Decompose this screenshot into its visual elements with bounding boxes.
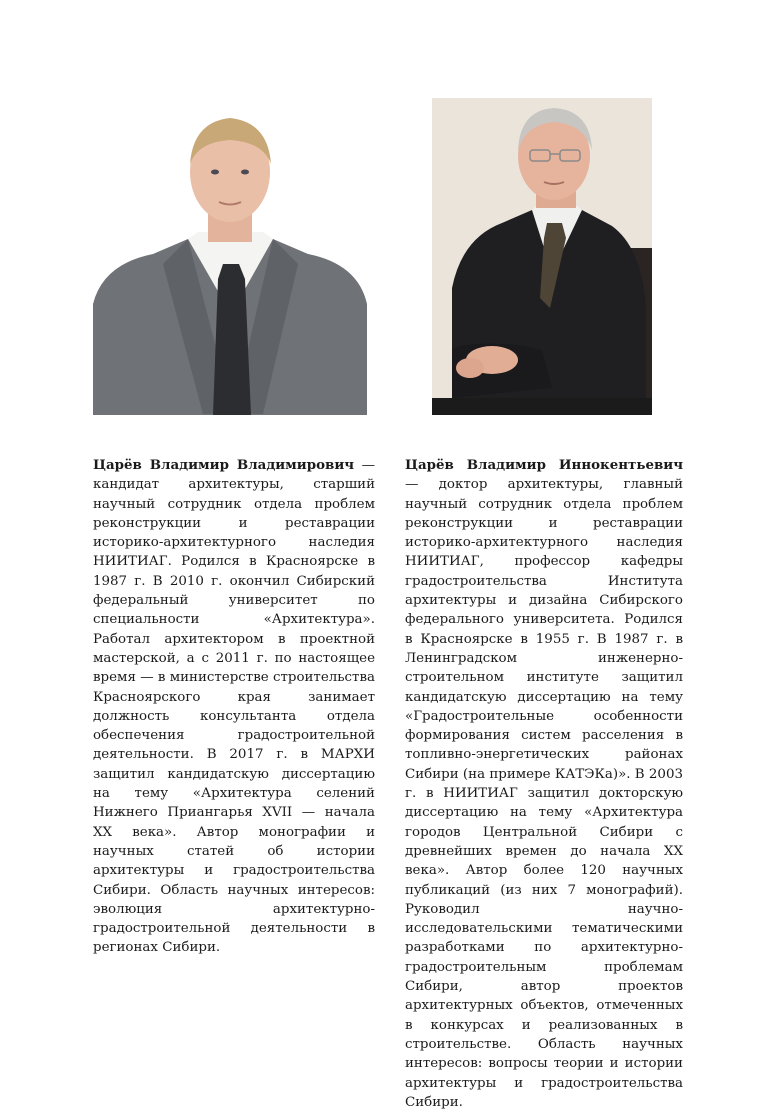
portrait-photo-left — [93, 114, 367, 415]
portrait-young-man-grey-suit-icon — [93, 114, 367, 415]
biography-text: — кандидат архитектуры, старший научный сотрудник отдела проблем реконструкции и реставрации историко-архитектурного наследия НИИТИАГ. Родился в Красноярске в 1987 г. В 2010 г. окончил Сибирский федеральный университет по специальности «Архитектура». Работал архитектором в проектной мастерской, а с 2011 г. по настоящее время — в министерстве строительства Красноярского края занимает должность консультанта отдела обеспечения градостроительной деятельности. В 2017 г. в МАРХИ защитил кандидатскую диссертацию на тему «Архитектура селений Нижнего Приангарья XVII — начала XX века». Автор монографии и научных статей об истории архитектуры и градостроительства Сибири. Область научных интересов: эволюция архитектурно-градостроительной деятельности в регионах Сибири. — [93, 458, 375, 956]
portrait-photo-right — [432, 98, 652, 415]
biography-right — [405, 456, 683, 1112]
person-name: Царёв Владимир Иннокентьевич — [405, 457, 683, 473]
biography-text: — доктор архитектуры, главный научный сотрудник отдела проблем реконструкции и реставрации историко-архитектурного наследия НИИТИАГ, профессор кафедры градостроительства Института архитектуры и дизайна Сибирского федерального университета. Родился в Красноярске в 1955 г. В 1987 г. в Ленинградском инженерно-строительном институте защитил кандидатскую диссертацию на тему «Градостроительные особенности формирования систем расселения в топливно-энергетических районах Сибири (на примере КАТЭКа)». В 2003 г. в НИИТИАГ защитил докторскую диссертацию на тему «Архитектура городов Центральной Сибири с древнейших времен до начала XX века». Автор более 120 научных публикаций (из них 7 монографий). Руководил научно-исследовательскими тематическими разработками по архитектурно-градостроительным проблемам Сибири, автор проектов архитектурных объектов, отмеченных в конкурсах и реализованных в строительстве. Область научных интересов: вопросы теории и истории архитектуры и градостроительства Сибири. — [405, 477, 683, 1110]
portrait-older-man-dark-suit-icon — [432, 98, 652, 415]
person-name: Царёв Владимир Владимирович — [93, 457, 355, 473]
biography-left — [93, 456, 375, 958]
